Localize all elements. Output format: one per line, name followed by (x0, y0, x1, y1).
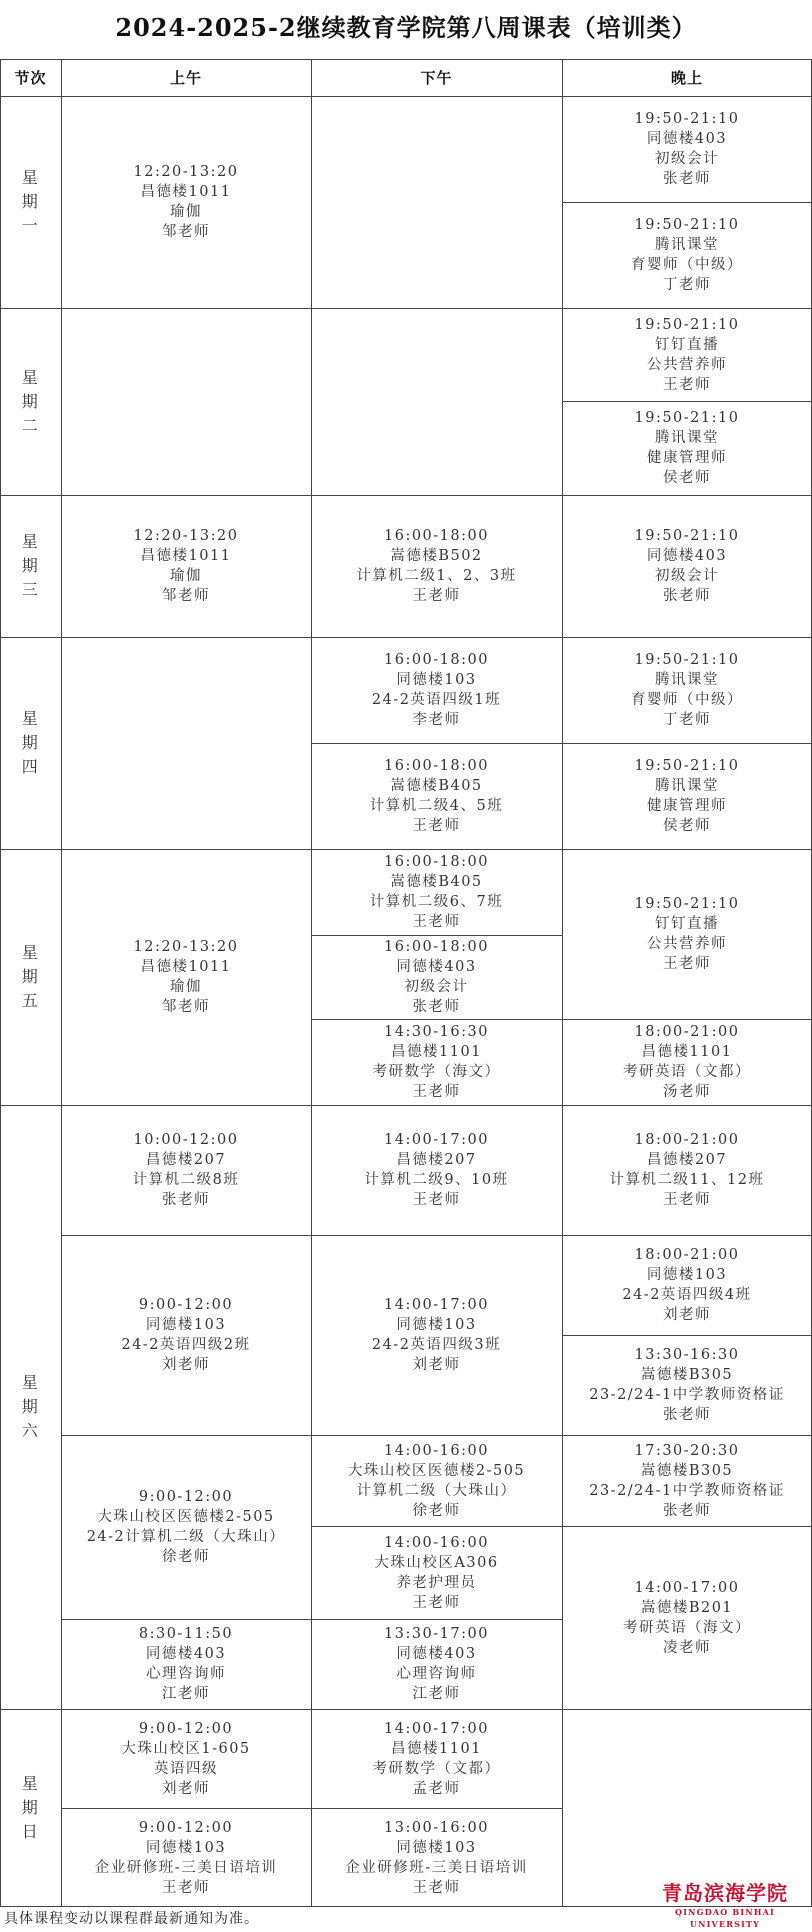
class-cell (61, 495, 311, 637)
class-cell (61, 1619, 311, 1709)
grid-line (61, 849, 311, 850)
class-teacher: 张老师 (663, 171, 711, 187)
class-teacher: 王老师 (162, 1879, 210, 1896)
class-location: 嵩德楼B305 (640, 1367, 734, 1383)
class-location: 嵩德楼B201 (640, 1599, 734, 1616)
grid-line (311, 1105, 562, 1106)
class-course: 心理咨询师 (396, 1666, 477, 1682)
class-time: 13:00-16:00 (384, 1819, 489, 1836)
grid-line (61, 308, 311, 309)
footnote: 具体课程变动以课程群最新通知为准。 (4, 1911, 259, 1927)
class-course: 育婴师（中级） (631, 257, 743, 273)
class-time: 19:50-21:10 (634, 528, 740, 544)
class-course: 计算机二级1、2、3班 (356, 568, 517, 584)
class-teacher: 王老师 (412, 914, 461, 930)
class-location: 同德楼103 (145, 1839, 227, 1856)
class-cell (61, 1808, 311, 1907)
class-location: 同德楼403 (396, 959, 477, 975)
class-time: 14:30-16:30 (384, 1024, 489, 1040)
class-time: 16:00-18:00 (384, 854, 489, 870)
class-cell (311, 637, 562, 743)
class-teacher: 王老师 (412, 1084, 461, 1100)
class-course: 计算机二级6、7班 (369, 894, 504, 910)
class-teacher: 丁老师 (663, 277, 711, 293)
grid-line (311, 1435, 562, 1436)
class-teacher: 邹老师 (162, 588, 210, 604)
class-course: 英语四级 (154, 1760, 218, 1777)
class-cell (562, 1105, 812, 1235)
class-teacher: 侯老师 (663, 818, 711, 834)
class-course: 23-2/24-1中学教师资格证 (589, 1482, 785, 1499)
day-label-char: 三 (21, 580, 40, 599)
class-course: 计算机二级11、12班 (609, 1172, 765, 1188)
header-period: 节次 (14, 68, 47, 87)
class-time: 14:00-17:00 (634, 1579, 740, 1596)
day-label-char: 期 (21, 1397, 40, 1416)
day-label (0, 637, 61, 849)
class-cell (562, 202, 812, 308)
class-cell (61, 1105, 311, 1235)
class-cell (311, 849, 562, 935)
grid-line (562, 1335, 812, 1336)
class-teacher: 徐老师 (162, 1549, 210, 1565)
class-course: 心理咨询师 (146, 1666, 226, 1682)
class-time: 14:00-16:00 (384, 1534, 489, 1551)
class-course: 公共营养师 (647, 936, 727, 952)
grid-line (562, 59, 563, 1907)
class-location: 钉钉直播 (655, 336, 719, 353)
grid-line (562, 96, 812, 97)
class-time: 14:00-16:00 (384, 1442, 489, 1459)
grid-line (562, 1235, 812, 1236)
class-teacher: 丁老师 (663, 712, 711, 728)
class-location: 同德楼103 (396, 1317, 477, 1333)
class-location: 昌德楼1101 (391, 1044, 482, 1060)
class-course: 24-2英语四级2班 (121, 1337, 251, 1353)
class-time: 13:30-17:00 (384, 1626, 489, 1642)
grid-line (311, 495, 562, 496)
class-location: 同德楼103 (646, 1267, 728, 1283)
class-time: 9:00-12:00 (138, 1720, 234, 1737)
day-label-char: 六 (21, 1421, 40, 1440)
class-location: 嵩德楼B305 (640, 1462, 734, 1479)
day-label (0, 495, 61, 637)
grid-line (61, 1808, 311, 1809)
class-location: 同德楼403 (646, 548, 728, 564)
class-location: 腾讯课堂 (655, 237, 719, 253)
class-teacher: 邹老师 (162, 999, 210, 1015)
class-teacher: 刘老师 (162, 1357, 210, 1373)
class-time: 8:30-11:50 (138, 1626, 234, 1642)
class-teacher: 张老师 (412, 999, 461, 1015)
day-label-char: 期 (21, 967, 40, 986)
class-time: 19:50-21:10 (634, 316, 740, 333)
class-time: 9:00-12:00 (138, 1297, 234, 1313)
day-label-char: 星 (21, 1373, 40, 1392)
grid-line (61, 495, 311, 496)
class-location: 同德楼103 (145, 1317, 227, 1333)
header-morning: 上午 (169, 68, 202, 87)
grid-line (311, 1019, 562, 1020)
class-course: 育婴师（中级） (631, 692, 743, 708)
grid-line (562, 1709, 812, 1710)
class-cell (562, 1526, 812, 1709)
class-course: 23-2/24-1中学教师资格证 (589, 1387, 785, 1403)
class-course: 24-2英语四级3班 (371, 1337, 502, 1353)
class-cell (562, 308, 812, 401)
class-location: 腾讯课堂 (655, 672, 719, 688)
day-label-char: 期 (21, 556, 40, 575)
class-teacher: 王老师 (663, 376, 711, 393)
class-course: 考研数学（文都） (372, 1760, 501, 1777)
class-teacher: 张老师 (663, 588, 711, 604)
class-teacher: 孟老师 (412, 1780, 461, 1797)
class-time: 16:00-18:00 (384, 528, 489, 544)
class-cell (562, 637, 812, 743)
day-label-char: 星 (21, 709, 40, 728)
class-location: 同德楼403 (646, 131, 728, 147)
class-cell (61, 1235, 311, 1435)
day-label-char: 期 (21, 391, 40, 411)
grid-line (311, 1709, 562, 1710)
class-time: 14:00-17:00 (384, 1297, 489, 1313)
class-course: 瑜伽 (170, 979, 202, 995)
grid-line (562, 401, 812, 402)
class-cell (311, 1105, 562, 1235)
day-label-char: 星 (21, 943, 40, 962)
class-cell (562, 495, 812, 637)
day-label-char: 一 (21, 216, 40, 235)
class-time: 18:00-21:00 (634, 1132, 740, 1148)
class-teacher: 王老师 (412, 1192, 461, 1208)
class-teacher: 刘老师 (162, 1780, 210, 1797)
class-time: 16:00-18:00 (384, 758, 489, 774)
grid-line (311, 59, 312, 1907)
class-course: 考研数学（海文） (372, 1064, 501, 1080)
class-teacher: 邹老师 (162, 224, 210, 240)
class-teacher: 王老师 (412, 1594, 461, 1611)
grid-line (0, 59, 1, 1907)
class-course: 健康管理师 (647, 798, 727, 814)
class-cell (61, 849, 311, 1105)
class-cell (311, 495, 562, 637)
class-course: 24-2英语四级1班 (371, 692, 502, 708)
class-location: 嵩德楼B502 (390, 548, 483, 564)
class-location: 大珠山校区医德楼2-505 (97, 1509, 275, 1525)
grid-line (562, 743, 812, 744)
class-course: 瑜伽 (170, 568, 202, 584)
class-course: 24-2计算机二级（大珠山） (86, 1529, 286, 1545)
class-course: 计算机二级4、5班 (369, 798, 504, 814)
class-cell (311, 1526, 562, 1619)
grid-line (61, 59, 62, 1907)
class-time: 13:30-16:30 (634, 1347, 740, 1363)
class-teacher: 王老师 (663, 956, 711, 972)
header-afternoon: 下午 (420, 68, 453, 87)
grid-line (562, 1435, 812, 1436)
class-cell (562, 1335, 812, 1435)
class-time: 19:50-21:10 (634, 652, 740, 668)
grid-line (0, 59, 812, 60)
class-time: 18:00-21:00 (634, 1247, 740, 1263)
class-location: 大珠山校区A306 (374, 1554, 499, 1571)
class-location: 腾讯课堂 (655, 430, 719, 446)
grid-line (61, 1709, 311, 1710)
class-time: 19:50-21:10 (634, 111, 740, 127)
schedule-table (0, 59, 812, 1907)
grid-line (562, 1526, 812, 1527)
day-label-char: 星 (21, 168, 40, 187)
class-cell (311, 743, 562, 849)
class-time: 18:00-21:00 (634, 1024, 740, 1040)
class-cell (562, 1235, 812, 1335)
grid-line (311, 1619, 562, 1620)
class-location: 昌德楼1011 (140, 959, 232, 975)
class-location: 同德楼403 (396, 1646, 477, 1662)
grid-line (562, 1019, 812, 1020)
day-label-char: 期 (21, 192, 40, 211)
class-teacher: 凌老师 (663, 1639, 711, 1656)
class-location: 昌德楼207 (145, 1152, 227, 1168)
class-teacher: 张老师 (162, 1192, 210, 1208)
grid-line (311, 1906, 562, 1907)
day-label-char: 四 (21, 757, 40, 776)
class-teacher: 王老师 (412, 1879, 461, 1896)
grid-line (562, 202, 812, 203)
class-location: 昌德楼207 (646, 1152, 728, 1168)
class-cell (562, 849, 812, 1019)
class-location: 同德楼103 (396, 672, 477, 688)
class-time: 14:00-17:00 (384, 1132, 489, 1148)
class-cell (311, 1235, 562, 1435)
class-course: 企业研修班-三美日语培训 (345, 1859, 528, 1876)
day-label-char: 星 (21, 367, 40, 387)
university-logo (640, 1880, 810, 1930)
class-course: 初级会计 (655, 151, 719, 167)
class-time: 14:00-17:00 (384, 1720, 489, 1737)
grid-line (562, 495, 812, 496)
class-location: 同德楼103 (396, 1839, 477, 1856)
day-label-char: 星 (21, 532, 40, 551)
class-location: 大珠山校区1-605 (121, 1740, 251, 1757)
class-cell (61, 1709, 311, 1808)
day-label (0, 849, 61, 1105)
class-cell (61, 1435, 311, 1619)
class-time: 19:50-21:10 (634, 217, 740, 233)
class-cell (311, 1019, 562, 1105)
class-teacher: 刘老师 (412, 1357, 461, 1373)
class-teacher: 王老师 (412, 588, 461, 604)
class-location: 昌德楼207 (396, 1152, 477, 1168)
class-time: 12:20-13:20 (133, 528, 239, 544)
logo-english-name: QINGDAO BINHAI UNIVERSITY (675, 1907, 775, 1929)
class-course: 考研英语（文都） (623, 1064, 751, 1080)
grid-line (61, 637, 311, 638)
class-location: 昌德楼1101 (641, 1044, 733, 1060)
grid-line (61, 1906, 311, 1907)
grid-line (61, 1105, 311, 1106)
class-time: 9:00-12:00 (138, 1819, 234, 1836)
class-time: 10:00-12:00 (133, 1132, 239, 1148)
grid-line (61, 1435, 311, 1436)
class-time: 19:50-21:10 (634, 896, 740, 912)
day-label (0, 96, 61, 308)
class-teacher: 汤老师 (663, 1084, 711, 1100)
day-label (0, 1709, 61, 1907)
day-label (0, 1105, 61, 1709)
class-teacher: 王老师 (412, 818, 461, 834)
grid-line (311, 935, 562, 936)
class-course: 计算机二级9、10班 (364, 1172, 509, 1188)
class-cell (562, 401, 812, 495)
grid-line (61, 1235, 311, 1236)
class-teacher: 王老师 (663, 1192, 711, 1208)
class-teacher: 张老师 (663, 1502, 711, 1519)
class-cell (61, 96, 311, 308)
class-course: 企业研修班-三美日语培训 (94, 1859, 278, 1876)
day-label-char: 日 (21, 1822, 40, 1841)
class-time: 12:20-13:20 (133, 164, 239, 180)
class-course: 计算机二级8班 (132, 1172, 240, 1188)
page-title: 2024-2025-2继续教育学院第八周课表（培训类） (115, 13, 697, 42)
class-location: 腾讯课堂 (655, 778, 719, 794)
class-time: 9:00-12:00 (138, 1489, 234, 1505)
class-location: 同德楼403 (145, 1646, 227, 1662)
class-teacher: 侯老师 (663, 470, 711, 486)
day-label-char: 五 (21, 991, 40, 1010)
class-course: 养老护理员 (396, 1574, 477, 1591)
day-label (0, 308, 61, 495)
grid-line (311, 637, 562, 638)
class-course: 初级会计 (404, 979, 469, 995)
day-label-char: 期 (21, 1798, 40, 1817)
class-course: 初级会计 (655, 568, 719, 584)
class-cell (311, 1619, 562, 1709)
class-cell (562, 96, 812, 202)
grid-line (311, 1526, 562, 1527)
class-course: 公共营养师 (647, 356, 727, 373)
class-cell (311, 1808, 562, 1907)
grid-line (311, 743, 562, 744)
class-time: 17:30-20:30 (634, 1442, 740, 1459)
class-teacher: 徐老师 (412, 1502, 461, 1519)
grid-line (311, 849, 562, 850)
day-label-char: 期 (21, 733, 40, 752)
grid-line (311, 1808, 562, 1809)
class-teacher: 江老师 (162, 1686, 210, 1702)
class-location: 钉钉直播 (655, 916, 719, 932)
class-cell (562, 1019, 812, 1105)
class-course: 考研英语（海文） (623, 1619, 751, 1636)
grid-line (562, 308, 812, 309)
day-label-char: 星 (21, 1774, 40, 1793)
grid-line (562, 1105, 812, 1106)
class-cell (562, 743, 812, 849)
grid-line (61, 96, 311, 97)
class-time: 16:00-18:00 (384, 652, 489, 668)
grid-line (562, 637, 812, 638)
day-label-char: 二 (21, 415, 40, 435)
class-location: 昌德楼1101 (391, 1740, 482, 1757)
class-teacher: 张老师 (663, 1407, 711, 1423)
class-cell (311, 1709, 562, 1808)
class-teacher: 江老师 (412, 1686, 461, 1702)
class-time: 19:50-21:10 (634, 758, 740, 774)
class-course: 计算机二级（大珠山） (356, 1482, 517, 1499)
class-cell (311, 1435, 562, 1526)
class-time: 12:20-13:20 (133, 939, 239, 955)
class-teacher: 李老师 (412, 712, 461, 728)
class-teacher: 刘老师 (663, 1307, 711, 1323)
grid-line (311, 1235, 562, 1236)
class-location: 嵩德楼B405 (390, 874, 483, 890)
class-time: 16:00-18:00 (384, 939, 489, 955)
logo-chinese-name: 青岛滨海学院 (662, 1881, 788, 1905)
grid-line (61, 1619, 311, 1620)
class-time: 19:50-21:10 (634, 410, 740, 426)
class-course: 健康管理师 (647, 450, 727, 466)
grid-line (562, 849, 812, 850)
class-cell (562, 1435, 812, 1526)
class-location: 嵩德楼B405 (390, 778, 483, 794)
header-evening: 晚上 (670, 68, 703, 87)
class-location: 昌德楼1011 (140, 548, 232, 564)
class-course: 瑜伽 (170, 204, 202, 220)
class-course: 24-2英语四级4班 (622, 1287, 752, 1303)
class-cell (311, 935, 562, 1019)
class-location: 昌德楼1011 (140, 184, 232, 200)
class-location: 大珠山校区医德楼2-505 (347, 1462, 526, 1479)
